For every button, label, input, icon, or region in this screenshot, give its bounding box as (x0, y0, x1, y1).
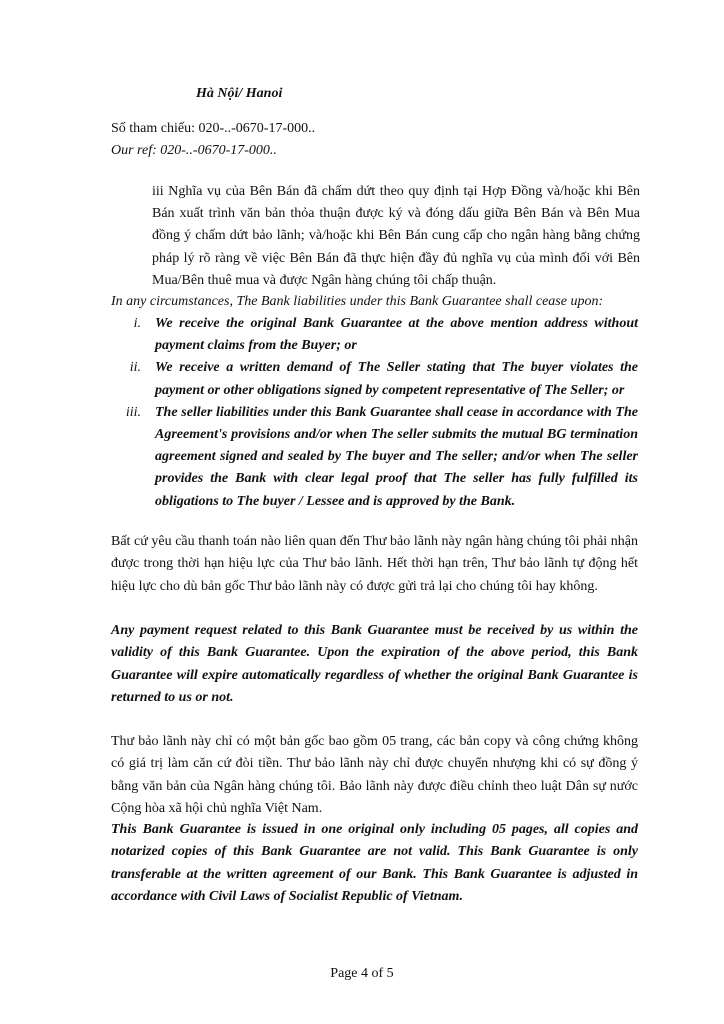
reference-number-en: Our ref: 020-..-0670-17-000.. (111, 143, 277, 158)
payment-request-english: Any payment request related to this Bank Guarantee must be received by us within the validity of this Bank Guarantee. Upon the expiration of the above period, this Bank Guarantee will expire automatically regardless of whether the original Bank Guarantee is returned to us or not. (111, 623, 638, 706)
cease-conditions-list (111, 313, 641, 513)
list-item (111, 357, 641, 401)
list-item-text: The seller liabilities under this Bank Guarantee shall cease in accordance with The Agreement's provisions and/or when The seller submits the mutual BG termination agreement signed and sealed by The buyer and The seller; and/or when The seller provides the Bank with clear legal proof that The seller has fully fulfilled its obligations to The buyer / Lessee and is approved by the Bank. (155, 404, 638, 509)
list-item (111, 313, 641, 357)
clause-iii-vietnamese: iii Nghĩa vụ của Bên Bán đã chấm dứt theo quy định tại Hợp Đồng và/hoặc khi Bên Bán xuất trình văn bản thỏa thuận được ký và đóng dấu giữa Bên Bán và Bên Mua đồng ý chấm dứt bảo lãnh; và/hoặc khi Bên Bán cung cấp cho ngân hàng bằng chứng pháp lý rõ ràng về việc Bên Bán đã thực hiện đầy đủ nghĩa vụ của mình đối với Bên Mua/Bên thuê mua và được Ngân hàng chúng tôi chấp thuận. (152, 184, 640, 288)
original-copy-english: This Bank Guarantee is issued in one original only including 05 pages, all copies and notarized copies of this Bank Guarantee are not valid. This Bank Guarantee is only transferable at the written agreement of our Bank. This Bank Guarantee is adjusted in accordance with Civil Laws of Socialist Republic of Vietnam. (111, 822, 638, 905)
issue-location: Hà Nội/ Hanoi (196, 86, 283, 101)
list-item (111, 402, 641, 513)
list-item-text: We receive a written demand of The Seller stating that The buyer violates the payment or other obligations signed by competent representative of The Seller; or (155, 360, 638, 398)
original-copy-vietnamese: Thư bảo lãnh này chỉ có một bản gốc bao gồm 05 trang, các bản copy và công chứng không có giá trị làm căn cứ đòi tiền. Thư bảo lãnh này chỉ được chuyển nhượng khi có sự đồng ý bằng văn bản của Ngân hàng chúng tôi. Bảo lãnh này được điều chỉnh theo luật Dân sự nước Cộng hòa xã hội chủ nghĩa Việt Nam. (111, 734, 638, 817)
page-number: Page 4 of 5 (330, 966, 394, 981)
list-item-number: ii. (129, 360, 141, 376)
cease-conditions-intro: In any circumstances, The Bank liabilities under this Bank Guarantee shall cease upon: (111, 294, 604, 309)
list-item-number: iii. (125, 404, 141, 420)
reference-number-vn: Số tham chiếu: 020-..-0670-17-000.. (111, 121, 316, 136)
list-item-number: i. (133, 316, 141, 331)
payment-request-vietnamese: Bất cứ yêu cầu thanh toán nào liên quan đến Thư bảo lãnh này ngân hàng chúng tôi phải nhận được trong thời hạn hiệu lực của Thư bảo lãnh. Hết thời hạn trên, Thư bảo lãnh tự động hết hiệu lực cho dù bản gốc Thư bảo lãnh này có được gửi trả lại cho chúng tôi hay không. (111, 534, 638, 594)
list-item-text: We receive the original Bank Guarantee at the above mention address without payment claims from the Buyer; or (155, 316, 638, 354)
